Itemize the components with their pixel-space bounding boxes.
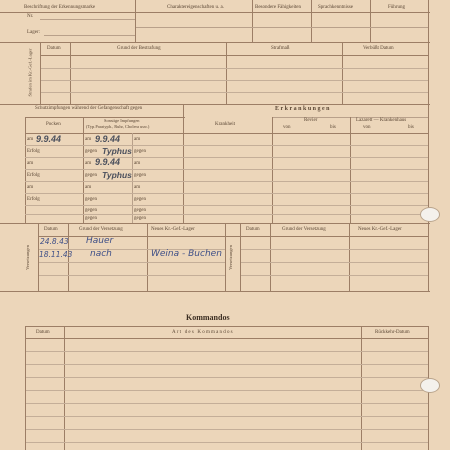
vers-text-2: nach [90,249,112,259]
krankheit-header: Krankheit [215,122,235,127]
impf-am-2: am [27,161,34,166]
rule [0,42,430,43]
lazarett-von: von [363,125,371,130]
rule [136,27,428,28]
vers-text-3: Weina - Buchen [151,249,222,259]
rule [25,157,428,158]
sonst-gegen-5: gegen [85,216,97,221]
rule [40,55,428,56]
sonst-am-2: am [85,161,92,166]
nr-label: Nr. [27,14,34,19]
vers-grund-header-1: Grund der Versetzung [79,227,123,232]
rule [428,104,429,223]
punch-hole [420,207,440,222]
rule [0,291,430,292]
rule [44,35,135,36]
strafen-strafmass-header: Strafmaß [271,46,290,51]
strafen-grund-header: Grund der Bestrafung [117,46,161,51]
sonst2-am-3: am [134,185,141,190]
sonst2-gegen-3: gegen [134,197,146,202]
sonst2-am-1: am [134,137,141,142]
strafen-side-label: Strafen im Kr.-Gef.-Lager [27,48,33,97]
vers-datum-header-1: Datum [44,227,58,232]
sonst-gegen-3: gegen [85,197,97,202]
rule [25,145,428,146]
punch-hole [420,378,440,393]
rule [25,117,26,223]
sonst2-am-2: am [134,161,141,166]
pocken-header: Pocken [46,122,61,127]
rule [41,68,428,69]
rule [132,133,133,223]
rule [147,223,148,291]
rule [428,42,429,105]
rule [70,42,71,105]
vers-neues-header-1: Neues Kr.-Gef.-Lager [151,227,195,232]
sonst2-gegen-5: gegen [134,216,146,221]
kommandos-art-header: Art des Kommandos [172,330,234,335]
rule [25,193,428,194]
beschriftung-label: Beschriftung der Erkennungsmarke [24,5,96,10]
rule [26,429,428,430]
rule [25,205,428,206]
fuhrung-label: Führung [388,5,405,10]
rule [25,169,428,170]
revier-bis: bis [330,125,336,130]
lazarett-header: Lazarett — Krankenhaus [356,118,407,123]
rule [0,12,430,13]
vers-grund-header-2: Grund der Versetzung [282,227,326,232]
revier-header: Revier [304,118,318,123]
rule [41,80,428,81]
kommandos-title: Kommandos [186,313,230,322]
pocken-date-stamp: 9.9.44 [36,134,62,144]
rule [25,326,26,450]
rule [240,223,241,291]
versetzungen-side-left: Versetzungen [24,245,30,270]
strafen-datum-header: Datum [47,46,61,51]
typhus-stamp-1: Typhus [102,146,132,156]
impf-am-3: am [27,185,34,190]
rule [26,377,428,378]
rule [135,0,136,42]
kommandos-datum-header: Datum [36,330,50,335]
lager-label: Lager: [27,30,41,35]
lazarett-bis: bis [408,125,414,130]
rule [25,214,428,215]
typhus-stamp-2: Typhus [102,170,132,180]
rule [39,275,225,276]
sonst-gegen-4: gegen [85,208,97,213]
rule [26,351,428,352]
rule [26,390,428,391]
rule [26,403,428,404]
rule [272,117,273,223]
sonstige-date-stamp-2: 9.9.44 [95,157,121,167]
sonstige-sub-header: (Typ.Paratyph., Ruhr, Cholera usw.) [86,124,150,129]
charakter-label: Charaktereigenschaften u. a. [167,5,224,10]
vers-datum-header-2: Datum [246,227,260,232]
rule [25,338,428,339]
sonstige-header: Sonstige Impfungen [104,118,140,123]
sonst-gegen-2: gegen [85,173,97,178]
sonst2-gegen-4: gegen [134,208,146,213]
impf-am-1: am [27,137,34,142]
strafen-verbusst-header: Verbüßt Datum [363,46,394,51]
rule [0,223,430,224]
sprach-label: Sprachkenntnisse [318,5,353,10]
sonst-gegen-1: gegen [85,149,97,154]
rule [25,181,428,182]
rule [241,249,428,250]
rule [241,275,428,276]
rule [26,442,428,443]
rule [241,262,428,263]
rule [25,133,428,134]
rule [40,19,135,20]
rule [25,326,428,327]
rule [26,416,428,417]
rule [26,364,428,365]
vers-date-1: 24.8.43 [40,237,69,246]
rule [226,42,227,105]
rule [270,223,271,291]
rule [349,223,350,291]
impf-header: Schutzimpfungen während der Gefangenschaft gegen [35,106,143,111]
fahigkeiten-label: Besondere Fähigkeiten [255,5,301,10]
kommandos-ruckkehr-header: Rückkehr-Datum [375,330,410,335]
revier-von: von [283,125,291,130]
vers-text-1: Hauer [86,236,114,246]
erkr-header: Erkrankungen [275,106,332,112]
rule [342,42,343,105]
sonstige-date-stamp-1: 9.9.44 [95,134,121,144]
impf-erfolg-2: Erfolg [27,173,40,178]
rule [40,42,41,105]
rule [225,223,226,291]
rule [83,117,84,223]
rule [41,92,428,93]
rule [370,0,371,42]
rule [428,0,429,42]
impf-erfolg-1: Erfolg [27,149,40,154]
rule [361,326,362,450]
sonst-am-1: am [85,137,92,142]
vers-date-2: 18.11.43 [39,250,73,259]
rule [252,0,253,42]
sonst2-gegen-2: gegen [134,173,146,178]
rule [350,117,351,223]
rule [0,104,430,105]
rule [39,262,225,263]
rule [64,326,65,450]
sonst2-gegen-1: gegen [134,149,146,154]
sonst-am-3: am [85,185,92,190]
vers-neues-header-2: Neues Kr.-Gef.-Lager [358,227,402,232]
impf-erfolg-3: Erfolg [27,197,40,202]
rule [311,0,312,42]
rule [428,223,429,291]
versetzungen-side-right: Versetzungen [227,245,233,270]
